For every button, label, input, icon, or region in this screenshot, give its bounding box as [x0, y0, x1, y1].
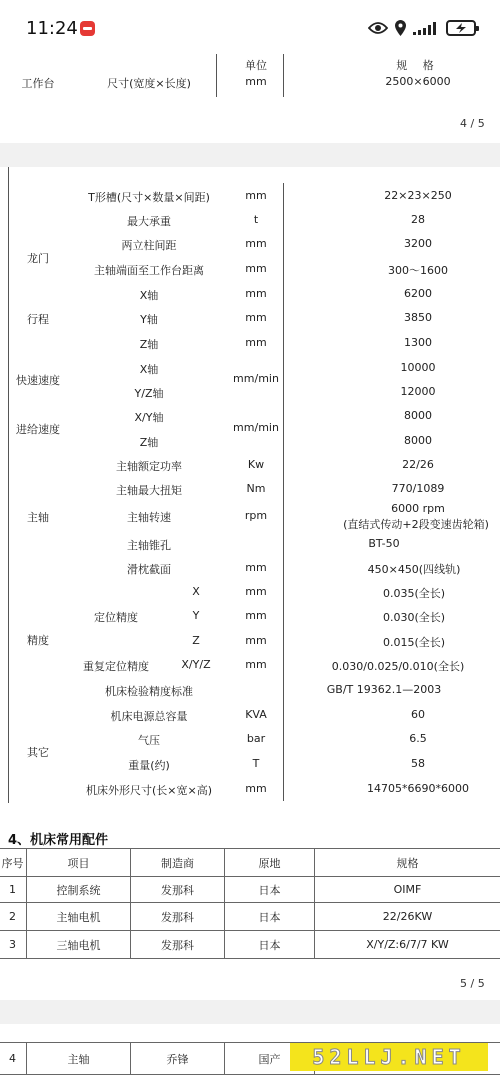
spec-unit: t [253, 213, 259, 226]
cell-no: 4 [0, 1043, 27, 1075]
spec-value-note: (直结式传动+2段变速齿轮箱) [343, 518, 489, 531]
spec-item: T形槽(尺寸×数量×间距) [88, 191, 210, 204]
spec-value: 8000 [404, 409, 432, 422]
spec-value: 14705*6690*6000 [367, 782, 469, 795]
group-feed: 进给速度 [16, 423, 60, 436]
spec-value: 0.015(全长) [382, 636, 446, 649]
spec-value: 3850 [404, 311, 432, 324]
spec-value: 450×450(四线轨) [367, 563, 461, 576]
spec-unit: KVA [245, 708, 267, 721]
cell-no: 1 [0, 877, 27, 903]
spec-unit: mm [245, 782, 267, 795]
cell-origin: 日本 [225, 877, 315, 903]
spec-value: 3200 [404, 237, 432, 250]
spec-item: 气压 [138, 734, 160, 747]
spec-value: 12000 [400, 385, 436, 398]
feed-unit: mm/min [233, 421, 279, 434]
spec-value: 6200 [404, 287, 432, 300]
group-travel: 行程 [27, 313, 49, 326]
spec-item: 滑枕截面 [127, 563, 171, 576]
spec-item: 主轴额定功率 [116, 460, 182, 473]
spec-item: Z轴 [139, 338, 159, 351]
spec-value: 300～1600 [388, 264, 448, 277]
page-number: 4 / 5 [460, 117, 485, 130]
spec-unit: mm [245, 658, 267, 671]
spec-item: 主轴锥孔 [127, 539, 171, 552]
section-title: 4、机床常用配件 [8, 833, 109, 848]
spec-item: 最大承重 [127, 215, 171, 228]
spec-axis: Y [192, 609, 200, 622]
battery-charging-icon [446, 20, 476, 36]
cell-origin: 日本 [225, 931, 315, 959]
spec-item: 机床检验精度标准 [105, 685, 193, 698]
rapid-unit: mm/min [233, 372, 279, 385]
spec-item: 主轴最大扭矩 [116, 484, 182, 497]
spec-unit: mm [245, 634, 267, 647]
group-other: 其它 [27, 746, 49, 759]
cell-spec: OIMF [315, 877, 500, 903]
col-header: 项目 [27, 849, 131, 877]
cell-maker: 乔锋 [131, 1043, 225, 1075]
spec-value: 22×23×250 [384, 189, 452, 202]
header-spec: 规 格 [396, 59, 440, 72]
spec-value: 1300 [404, 336, 432, 349]
worktable-size-label: 尺寸(宽度×长度) [107, 77, 191, 90]
spec-item: 主轴转速 [127, 511, 171, 524]
spec-unit: mm [245, 609, 267, 622]
cell-spec: X/Y/Z:6/7/7 KW [315, 931, 500, 959]
header-unit: 单位 [245, 59, 267, 72]
spec-value: 28 [411, 213, 425, 226]
table-header-row [0, 849, 500, 877]
spec-item: X轴 [139, 289, 159, 302]
spec-unit: mm [245, 287, 267, 300]
spec-item: 机床电源总容量 [110, 710, 188, 723]
eye-icon [368, 21, 388, 35]
cell-origin: 日本 [225, 903, 315, 931]
spec-item: 两立柱间距 [121, 239, 177, 252]
spec-unit: rpm [244, 509, 268, 522]
cell-no: 2 [0, 903, 27, 931]
spec-value: 770/1089 [391, 482, 445, 495]
spec-value: 22/26 [402, 458, 434, 471]
spec-value: 10000 [400, 361, 436, 374]
spec-item: 重量(约) [128, 759, 170, 772]
spec-unit: mm [245, 262, 267, 275]
group-rapid: 快速速度 [16, 374, 60, 387]
spec-value: 0.030(全长) [382, 611, 446, 624]
spec-value: GB/T 19362.1—2003 [326, 683, 442, 696]
spec-value: BT-50 [368, 537, 400, 550]
worktable-size-value: 2500×6000 [385, 75, 451, 88]
spec-item: X轴 [139, 363, 159, 376]
spec-item: 机床外形尺寸(长×宽×高) [85, 784, 213, 797]
status-time: 11:24 [26, 18, 78, 39]
spec-unit: mm [245, 561, 267, 574]
location-icon [395, 20, 406, 36]
cell-origin: 国产 [225, 1043, 315, 1075]
page-4-fragment [0, 48, 500, 143]
spec-unit: Kw [247, 458, 265, 471]
table-row [0, 931, 500, 959]
cell-spec: 22/26KW [315, 903, 500, 931]
spec-value: 60 [411, 708, 425, 721]
col-header: 制造商 [131, 849, 225, 877]
spec-item: X/Y轴 [134, 411, 164, 424]
worktable-label: 工作台 [21, 77, 55, 90]
spec-value: 58 [411, 757, 425, 770]
spec-unit: mm [245, 336, 267, 349]
spec-item: Y轴 [140, 313, 158, 326]
cell-item: 主轴电机 [27, 903, 131, 931]
watermark-logo [290, 1043, 488, 1071]
group-gantry: 龙门 [27, 252, 49, 265]
group-spindle: 主轴 [27, 511, 49, 524]
spec-value: 0.030/0.025/0.010(全长) [331, 660, 465, 673]
worktable-size-unit: mm [245, 75, 267, 88]
watermark-text: 52LLJ.NET [312, 1045, 466, 1069]
spec-unit: mm [245, 189, 267, 202]
spec-unit: Nm [246, 482, 266, 495]
spec-item: 主轴端面至工作台距离 [94, 264, 204, 277]
col-header: 规格 [315, 849, 500, 877]
col-header: 原地 [225, 849, 315, 877]
table-row [0, 877, 500, 903]
group-accuracy: 精度 [27, 634, 49, 647]
spec-value: 0.035(全长) [382, 587, 446, 600]
table-row [0, 903, 500, 931]
spec-unit: T [252, 757, 260, 770]
spec-item: Y/Z轴 [134, 387, 164, 400]
screen-record-icon [80, 21, 95, 36]
page-number: 5 / 5 [460, 977, 485, 990]
spec-item: Z轴 [139, 436, 159, 449]
cell-maker: 发那科 [131, 877, 225, 903]
spec-value: 6.5 [409, 732, 427, 745]
spec-item: 重复定位精度 [83, 660, 149, 673]
cell-item: 主轴 [27, 1043, 131, 1075]
positioning-accuracy-label: 定位精度 [94, 611, 138, 624]
spec-axis: Z [192, 634, 200, 647]
spec-unit: mm [245, 585, 267, 598]
cell-no: 3 [0, 931, 27, 959]
cell-item: 三轴电机 [27, 931, 131, 959]
cell-maker: 发那科 [131, 903, 225, 931]
spec-unit: mm [245, 237, 267, 250]
spec-value: 8000 [404, 434, 432, 447]
spec-value: 6000 rpm [391, 502, 445, 515]
spec-unit: mm [245, 311, 267, 324]
spec-axis: X/Y/Z [181, 658, 211, 671]
accessories-table [0, 848, 500, 959]
cell-item: 控制系统 [27, 877, 131, 903]
signal-icon [413, 21, 439, 35]
spec-axis: X [192, 585, 200, 598]
spec-unit: bar [246, 732, 266, 745]
col-header: 序号 [0, 849, 27, 877]
cell-maker: 发那科 [131, 931, 225, 959]
